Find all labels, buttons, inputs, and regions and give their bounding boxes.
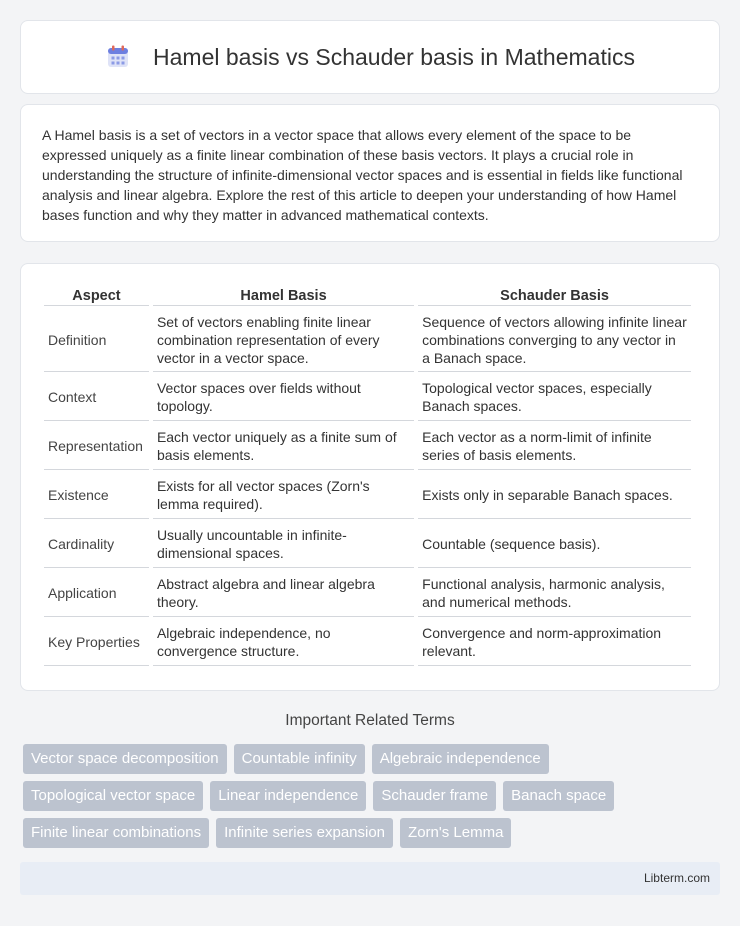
cell-hamel: Abstract algebra and linear algebra theory. <box>153 570 414 617</box>
cell-aspect: Representation <box>44 423 149 470</box>
title-card <box>20 20 720 94</box>
header-hamel: Hamel Basis <box>153 286 414 306</box>
intro-text: A Hamel basis is a set of vectors in a vector space that allows every element of the space to be expressed uniquely as a finite linear combination of these basis vectors. It plays a crucial role in understanding the structure of infinite-dimensional vector spaces and is essential in fields like functional analysis and linear algebra. Explore the rest of this article to deepen your understanding of how Hamel bases function and why they matter in advanced mathematical contexts. <box>42 127 683 223</box>
header-aspect: Aspect <box>44 286 149 306</box>
tag-schauder-frame[interactable]: Schauder frame <box>373 781 496 811</box>
tag-algebraic-independence[interactable]: Algebraic independence <box>372 744 549 774</box>
tag-zorns-lemma[interactable]: Zorn's Lemma <box>400 818 511 848</box>
table-header-row <box>44 286 691 306</box>
tag-row <box>23 781 723 818</box>
tag-row <box>23 744 723 781</box>
header-schauder: Schauder Basis <box>418 286 691 306</box>
tag-banach-space[interactable]: Banach space <box>503 781 614 811</box>
cell-hamel: Algebraic independence, no convergence structure. <box>153 619 414 666</box>
cell-hamel: Vector spaces over fields without topology. <box>153 374 414 421</box>
cell-aspect: Existence <box>44 472 149 519</box>
table-row <box>44 521 691 568</box>
related-terms-title: Important Related Terms <box>285 712 455 729</box>
cell-schauder: Sequence of vectors allowing infinite linear combinations converging to any vector in a Banach space. <box>418 308 691 372</box>
page-title: Hamel basis vs Schauder basis in Mathematics <box>153 43 635 70</box>
cell-schauder: Functional analysis, harmonic analysis, and numerical methods. <box>418 570 691 617</box>
tag-countable-infinity[interactable]: Countable infinity <box>234 744 365 774</box>
cell-aspect: Key Properties <box>44 619 149 666</box>
comparison-table <box>40 284 695 668</box>
cell-hamel: Set of vectors enabling finite linear combination representation of every vector in a vector space. <box>153 308 414 372</box>
cell-schauder: Countable (sequence basis). <box>418 521 691 568</box>
cell-aspect: Definition <box>44 308 149 372</box>
cell-schauder: Topological vector spaces, especially Banach spaces. <box>418 374 691 421</box>
table-row <box>44 374 691 421</box>
cell-hamel: Each vector uniquely as a finite sum of basis elements. <box>153 423 414 470</box>
tag-topological-vector-space[interactable]: Topological vector space <box>23 781 203 811</box>
cell-hamel: Exists for all vector spaces (Zorn's lemma required). <box>153 472 414 519</box>
table-row <box>44 570 691 617</box>
cell-schauder: Exists only in separable Banach spaces. <box>418 472 691 519</box>
footer-brand-link[interactable]: Libterm.com <box>643 871 710 885</box>
table-row <box>44 423 691 470</box>
cell-aspect: Cardinality <box>44 521 149 568</box>
tag-finite-linear-combinations[interactable]: Finite linear combinations <box>23 818 209 848</box>
cell-schauder: Convergence and norm-approximation relevant. <box>418 619 691 666</box>
tag-vector-space-decomposition[interactable]: Vector space decomposition <box>23 744 227 774</box>
table-row <box>44 472 691 519</box>
footer <box>20 862 720 895</box>
cell-hamel: Usually uncountable in infinite-dimensional spaces. <box>153 521 414 568</box>
cell-schauder: Each vector as a norm-limit of infinite series of basis elements. <box>418 423 691 470</box>
table-row <box>44 308 691 372</box>
calendar-icon <box>105 44 131 70</box>
cell-aspect: Application <box>44 570 149 617</box>
cell-aspect: Context <box>44 374 149 421</box>
intro-card <box>20 104 720 242</box>
table-row <box>44 619 691 666</box>
tag-row <box>23 818 723 855</box>
tag-infinite-series-expansion[interactable]: Infinite series expansion <box>216 818 393 848</box>
tag-linear-independence[interactable]: Linear independence <box>210 781 366 811</box>
related-terms-list <box>23 744 723 855</box>
comparison-table-card <box>20 263 720 691</box>
